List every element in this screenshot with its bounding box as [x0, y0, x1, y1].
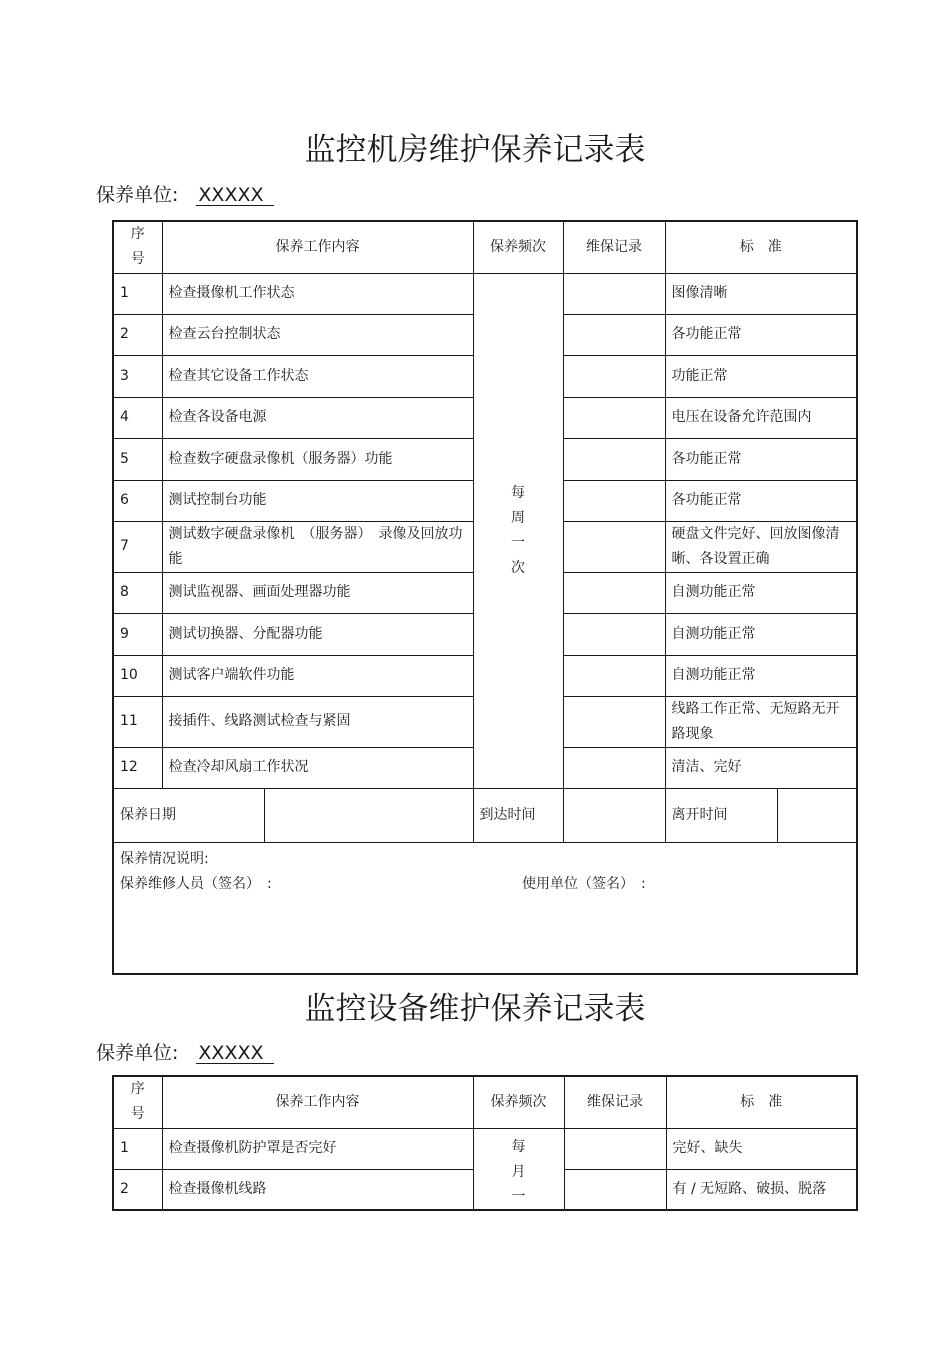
leave-value-cell[interactable] [777, 788, 857, 842]
form1-unit-label: 保养单位: [96, 184, 179, 206]
row-content: 检查冷却风扇工作状况 [162, 747, 473, 788]
record-cell[interactable] [563, 273, 665, 314]
record-cell[interactable] [563, 747, 665, 788]
form1-unit-value: XXXXX [196, 185, 273, 206]
header-frequency: 保养频次 [473, 221, 563, 273]
row-content: 接插件、线路测试检查与紧固 [162, 696, 473, 747]
row-standard: 硬盘文件完好、回放图像清晰、各设置正确 [665, 521, 857, 572]
row-standard: 完好、缺失 [666, 1128, 857, 1169]
row-no: 1 [113, 1128, 162, 1169]
record-cell[interactable] [563, 397, 665, 438]
frequency-cell: 每 月 一 [473, 1128, 564, 1210]
record-cell[interactable] [563, 314, 665, 355]
form1-notes-row [113, 842, 857, 974]
record-cell[interactable] [564, 1169, 666, 1210]
header-seq: 序 号 [113, 1076, 162, 1128]
user-signature-label: 使用单位（签名） : [522, 875, 646, 892]
row-standard: 自测功能正常 [665, 655, 857, 696]
row-content: 测试切换器、分配器功能 [162, 613, 473, 655]
notes-description-label: 保养情况说明: [120, 850, 209, 867]
row-content: 测试客户端软件功能 [162, 655, 473, 696]
header-frequency: 保养频次 [473, 1076, 564, 1128]
row-content: 测试监视器、画面处理器功能 [162, 572, 473, 613]
row-no: 4 [113, 397, 162, 438]
form1-unit-line [96, 180, 274, 207]
row-no: 9 [113, 613, 162, 655]
record-cell[interactable] [563, 480, 665, 521]
form2-unit-value: XXXXX [196, 1043, 273, 1064]
row-no: 8 [113, 572, 162, 613]
row-standard: 各功能正常 [665, 480, 857, 521]
row-no: 10 [113, 655, 162, 696]
row-content: 检查云台控制状态 [162, 314, 473, 355]
row-no: 3 [113, 355, 162, 397]
record-cell[interactable] [563, 572, 665, 613]
row-standard: 自测功能正常 [665, 613, 857, 655]
form1-table [112, 220, 858, 975]
header-seq: 序 号 [113, 221, 162, 273]
record-cell[interactable] [563, 438, 665, 480]
row-standard: 各功能正常 [665, 314, 857, 355]
row-no: 2 [113, 314, 162, 355]
row-standard: 自测功能正常 [665, 572, 857, 613]
row-no: 1 [113, 273, 162, 314]
row-no: 12 [113, 747, 162, 788]
form1-footer-row [113, 788, 857, 842]
form1-header-row [113, 221, 857, 273]
arrival-value-cell[interactable] [563, 788, 665, 842]
table-row [113, 1128, 857, 1169]
notes-cell[interactable] [113, 842, 857, 974]
row-standard: 电压在设备允许范围内 [665, 397, 857, 438]
form2-table [112, 1075, 858, 1211]
row-content: 检查摄像机线路 [162, 1169, 473, 1210]
form2-unit-label: 保养单位: [96, 1042, 179, 1064]
row-no: 5 [113, 438, 162, 480]
row-standard: 线路工作正常、无短路无开路现象 [665, 696, 857, 747]
form1-title: 监控机房维护保养记录表 [304, 132, 646, 168]
row-content: 测试控制台功能 [162, 480, 473, 521]
header-standard: 标 准 [665, 221, 857, 273]
date-value-cell[interactable] [264, 788, 473, 842]
header-record: 维保记录 [563, 221, 665, 273]
record-cell[interactable] [563, 521, 665, 572]
row-no: 6 [113, 480, 162, 521]
record-cell[interactable] [564, 1128, 666, 1169]
record-cell[interactable] [563, 613, 665, 655]
header-record: 维保记录 [564, 1076, 666, 1128]
header-standard: 标 准 [666, 1076, 857, 1128]
row-content: 检查各设备电源 [162, 397, 473, 438]
form2-header-row [113, 1076, 857, 1128]
row-no: 11 [113, 696, 162, 747]
row-no: 2 [113, 1169, 162, 1210]
table-row [113, 273, 857, 314]
row-standard: 有 / 无短路、破损、脱落 [666, 1169, 857, 1210]
header-content: 保养工作内容 [162, 1076, 473, 1128]
row-content: 检查数字硬盘录像机（服务器）功能 [162, 438, 473, 480]
header-content: 保养工作内容 [162, 221, 473, 273]
frequency-cell: 每 周 一 次 [473, 273, 563, 788]
arrival-label: 到达时间 [473, 788, 563, 842]
row-content: 检查摄像机工作状态 [162, 273, 473, 314]
date-label: 保养日期 [113, 788, 264, 842]
row-content: 检查摄像机防护罩是否完好 [162, 1128, 473, 1169]
record-cell[interactable] [563, 655, 665, 696]
row-standard: 清洁、完好 [665, 747, 857, 788]
row-standard: 各功能正常 [665, 438, 857, 480]
row-no: 7 [113, 521, 162, 572]
record-cell[interactable] [563, 696, 665, 747]
row-standard: 图像清晰 [665, 273, 857, 314]
row-content: 测试数字硬盘录像机 （服务器） 录像及回放功能 [162, 521, 473, 572]
staff-signature-label: 保养维修人员（签名） : [120, 875, 272, 892]
record-cell[interactable] [563, 355, 665, 397]
row-content: 检查其它设备工作状态 [162, 355, 473, 397]
leave-label: 离开时间 [665, 788, 777, 842]
form2-unit-line [96, 1038, 274, 1065]
row-standard: 功能正常 [665, 355, 857, 397]
form2-title: 监控设备维护保养记录表 [304, 991, 646, 1027]
